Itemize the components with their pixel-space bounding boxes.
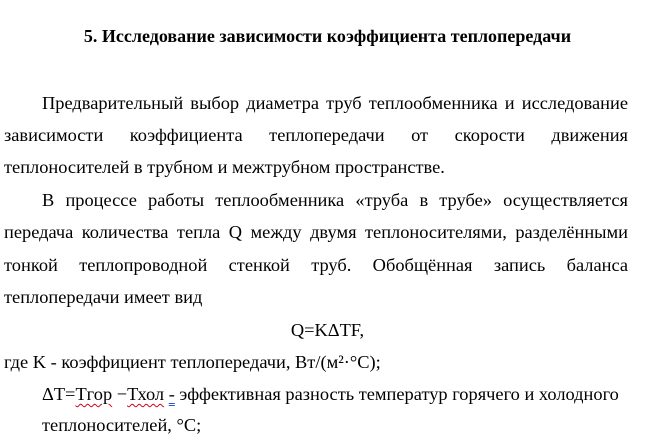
section-heading: 5. Исследование зависимости коэффициента теплопередачи [83, 26, 572, 46]
paragraph-1-line-2: зависимости коэффициента теплопередачи от скорости движения [4, 125, 628, 145]
definition-delta-t-line [42, 383, 642, 405]
paragraph-2-line-4: теплопередачи имеет вид [4, 287, 203, 307]
paragraph-1-line-3: теплоносителей в трубном и межтрубном пространстве. [4, 157, 445, 177]
paragraph-2-line-1: В процессе работы теплообменника «труба в трубе» осуществляется [42, 190, 628, 210]
t-cold-symbol: Тхол [127, 384, 165, 404]
balance-formula: Q=KΔTF, [290, 320, 365, 340]
definition-delta-t-line-2: теплоносителей, °C; [42, 415, 202, 435]
definition-k-line: где K - коэффициент теплопередачи, Вт/(м²·°C); [4, 352, 381, 372]
paragraph-1-line-1: Предварительный выбор диаметра труб теплообменника и исследование [42, 93, 628, 113]
paragraph-2-line-3: тонкой теплопроводной стенкой труб. Обобщённая запись баланса [4, 255, 628, 275]
t-hot-symbol: Тгор [75, 384, 113, 404]
dash-grammar-mark: - [168, 384, 175, 404]
delta-t-prefix: ΔT= [42, 384, 76, 404]
minus-sign: − [112, 384, 128, 404]
delta-t-description: эффективная разность температур горячего и холодного [174, 384, 619, 404]
paragraph-2-line-2: передача количества тепла Q между двумя теплоносителями, разделёнными [4, 222, 628, 242]
